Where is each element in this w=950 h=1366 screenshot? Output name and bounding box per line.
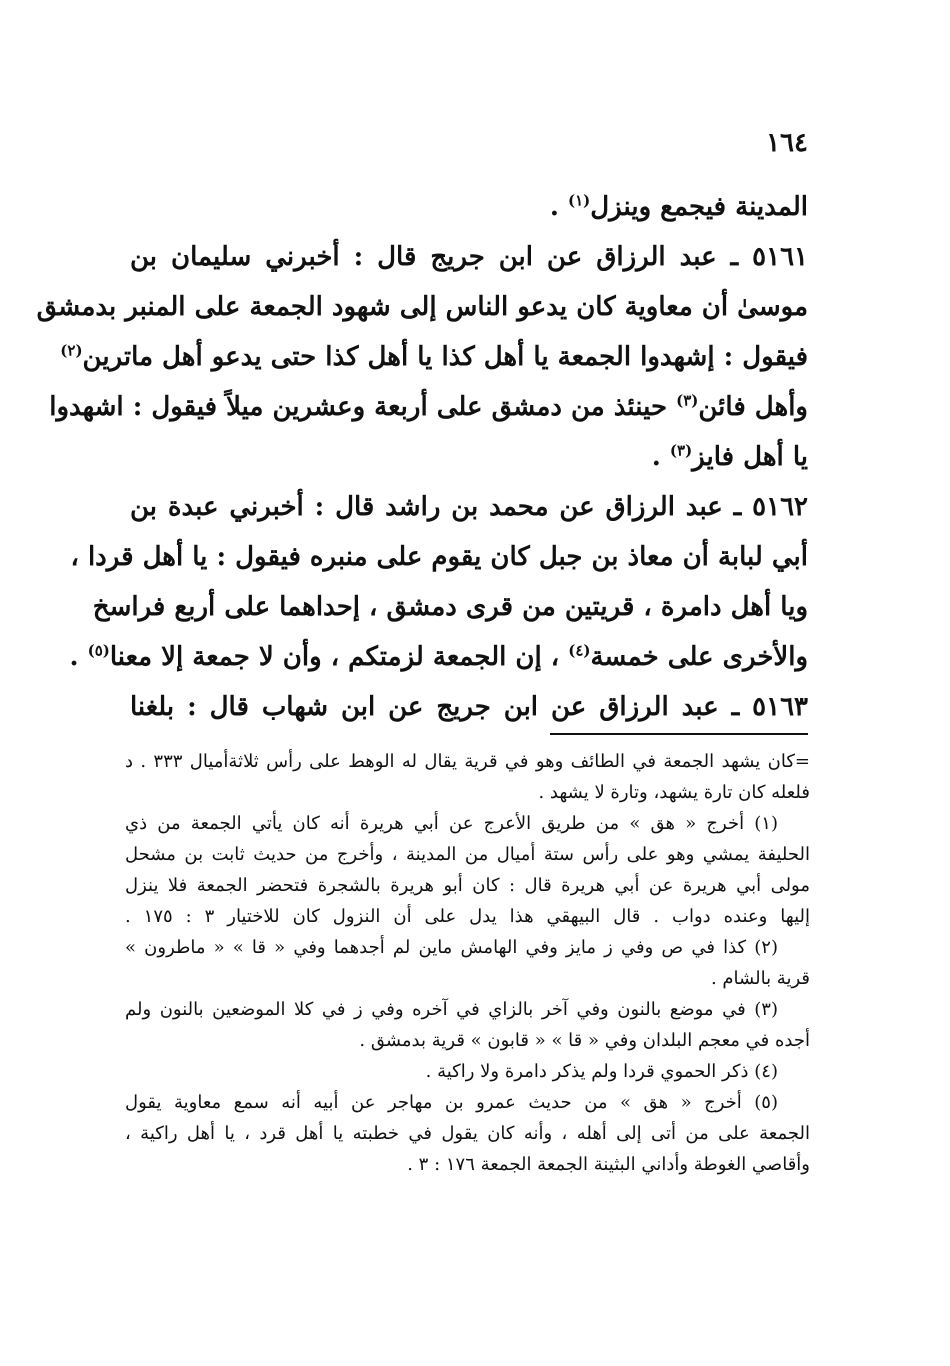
footnote-line: إليها وعنده دواب . قال البيهقي هذا يدل على أن النزول كان للاختيار ٣ : ١٧٥ . bbox=[125, 906, 810, 927]
text-line: والأخرى على خمسة$^{(٤)}$ ، إن الجمعة لزمتكم ، وأن لا جمعة إلا معنا$^{(٥)}$ . bbox=[69, 641, 808, 672]
footnote-ref[interactable]: (٥) bbox=[87, 641, 110, 660]
footnote-1: (١) أخرج « هق » من طريق الأعرج عن أبي هريرة أنه كان يأتي الجمعة من ذي bbox=[125, 813, 778, 834]
footnote-ref[interactable]: (١) bbox=[567, 191, 591, 210]
footnote-line: الجمعة على من أتى إلى أهله ، وأنه كان يقول في خطبته يا أهل قرد ، يا أهل راكية ، bbox=[125, 1123, 810, 1144]
footnote-4: (٤) ذكر الحموي قردا ولم يذكر دامرة ولا راكية . bbox=[425, 1061, 778, 1082]
hadith-5162-line: ٥١٦٢ ـ عبد الرزاق عن محمد بن راشد قال : أخبرني عبدة بن bbox=[130, 492, 808, 522]
text-line: أبي لبابة أن معاذ بن جبل كان يقوم على منبره فيقول : يا أهل قردا ، bbox=[70, 542, 808, 572]
text-line: موسىٰ أن معاوية كان يدعو الناس إلى شهود الجمعة على المنبر بدمشق bbox=[36, 292, 808, 322]
text-line: وأهل فائن$^{(٣)}$ حينئذ من دمشق على أربعة وعشرين ميلاً فيقول : اشهدوا bbox=[49, 391, 808, 422]
hadith-5163-line: ٥١٦٣ ـ عبد الرزاق عن ابن جريج عن ابن شهاب قال : بلغنا bbox=[130, 692, 808, 722]
footnote-ref[interactable]: (٤) bbox=[568, 641, 591, 660]
footnote-line: فلعله كان تارة يشهد، وتارة لا يشهد . bbox=[538, 782, 810, 803]
footnote-line: أجده في معجم البلدان وفي « قا » « قابون » قرية بدمشق . bbox=[359, 1030, 810, 1051]
hadith-5161-line: ٥١٦١ ـ عبد الرزاق عن ابن جريج قال : أخبرني سليمان بن bbox=[130, 242, 808, 272]
text-line: يا أهل فايز$^{(٣)}$ . bbox=[651, 441, 808, 472]
footnote-line: قرية بالشام . bbox=[710, 968, 810, 989]
footnote-line: =كان يشهد الجمعة في الطائف وهو في قرية يقال له الوهط على رأس ثلاثةأميال ٣٣٣ . د bbox=[125, 751, 811, 772]
footnote-3: (٣) في موضع بالنون وفي آخر بالزاي في آخره وفي ز في كلا الموضعين بالنون ولم bbox=[125, 999, 778, 1020]
footnote-line: مولى أبي هريرة عن أبي هريرة قال : كان أبو هريرة بالشجرة فتحضر الجمعة فلا ينزل bbox=[125, 875, 810, 896]
footnote-ref[interactable]: (٢) bbox=[60, 341, 83, 360]
footnote-5: (٥) أخرج « هق » من حديث عمرو بن مهاجر عن أبيه أنه سمع معاوية يقول bbox=[125, 1092, 778, 1113]
footnote-line: وأقاصي الغوطة وأداني البثينة الجمعة الجمعة ١٧٦ : ٣ . bbox=[407, 1154, 810, 1175]
page-number: ١٦٤ bbox=[766, 128, 808, 158]
main-text bbox=[36, 182, 808, 732]
footnote-2: (٢) كذا في ص وفي ز مايز وفي الهامش ماين لم أجدهما وفي « قا » « ماطرون » bbox=[125, 937, 778, 958]
text-line: ويا أهل دامرة ، قريتين من قرى دمشق ، إحداهما على أربع فراسخ bbox=[92, 592, 808, 622]
footnote-ref[interactable]: (٣) bbox=[676, 391, 699, 410]
footnotes bbox=[125, 746, 810, 1180]
footnote-ref[interactable]: (٣) bbox=[669, 441, 693, 460]
text-line: المدينة فيجمع وينزل$^{(١)}$ . bbox=[549, 191, 808, 222]
footnote-line: الحليفة يمشي وهو على رأس ستة أميال من المدينة ، وأخرج من حديث ثابت بن مشحل bbox=[125, 844, 810, 865]
footnote-separator bbox=[550, 733, 808, 735]
text-line: فيقول : إشهدوا الجمعة يا أهل كذا يا أهل كذا حتى يدعو أهل ماترين$^{(٢)}$ bbox=[60, 341, 808, 372]
